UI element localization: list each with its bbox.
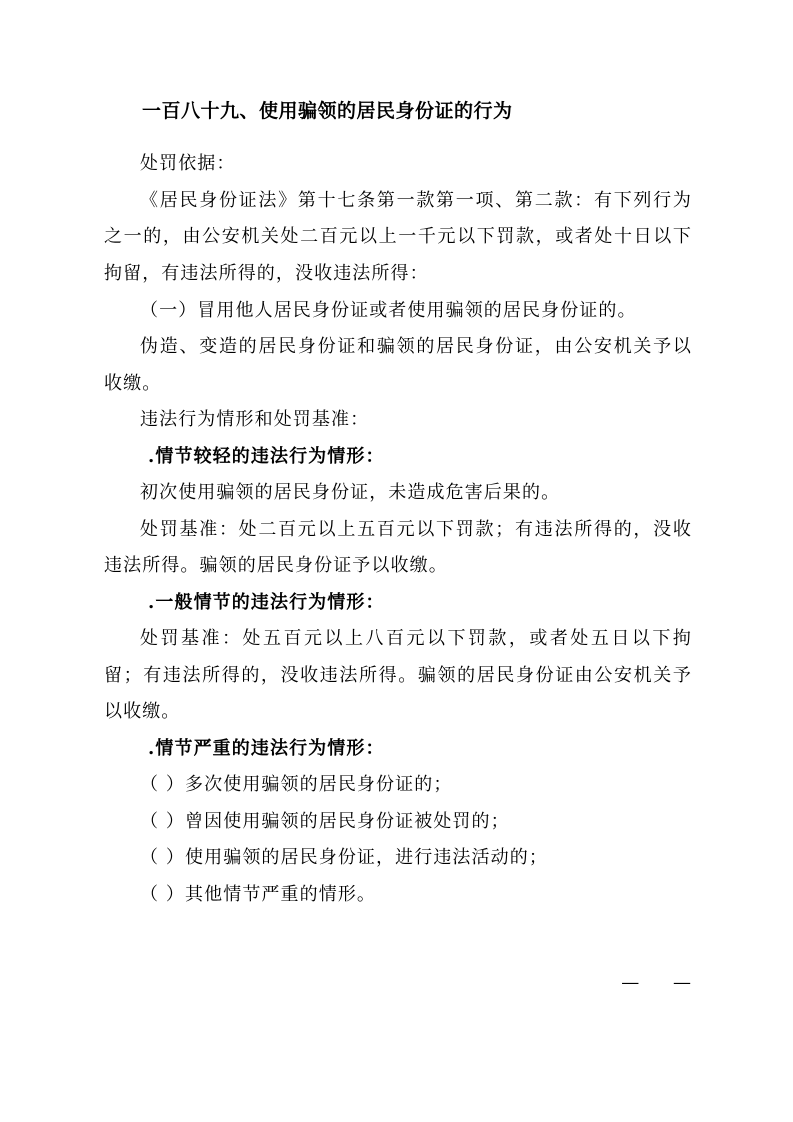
heading-general-circumstances: .一般情节的违法行为情形：: [148, 591, 385, 613]
heading-minor-circumstances: .情节较轻的违法行为情形：: [148, 445, 385, 467]
paragraph-serious-item-1: （ ）多次使用骗领的居民身份证的；: [140, 774, 453, 796]
paragraph-minor-description: 初次使用骗领的居民身份证，未造成危害后果的。: [140, 482, 561, 504]
paragraph-confiscation-rule: 伪造、变造的居民身份证和骗领的居民身份证，由公安机关予以收缴。: [104, 336, 692, 394]
paragraph-violation-standards-label: 违法行为情形和处罚基准：: [140, 409, 370, 431]
heading-serious-circumstances: .情节严重的违法行为情形：: [148, 737, 385, 759]
paragraph-penalty-basis-label: 处罚依据：: [140, 153, 236, 175]
footer-dash-right: —: [673, 972, 692, 993]
footer-page-marks: [104, 972, 692, 993]
paragraph-general-penalty: 处罚基准：处五百元以上八百元以下罚款，或者处五日以下拘留；有违法所得的，没收违法所得。骗领的居民身份证由公安机关予以收缴。: [104, 628, 692, 723]
paragraph-item-one: （一）冒用他人居民身份证或者使用骗领的居民身份证的。: [140, 299, 637, 321]
page-title: 一百八十九、使用骗领的居民身份证的行为: [142, 100, 513, 122]
paragraph-law-citation: 《居民身份证法》第十七条第一款第一项、第二款：有下列行为之一的，由公安机关处二百元以上一千元以下罚款，或者处十日以下拘留，有违法所得的，没收违法所得：: [104, 189, 692, 284]
document-body: [104, 96, 692, 914]
paragraph-serious-item-2: （ ）曾因使用骗领的居民身份证被处罚的；: [140, 810, 510, 832]
footer-dash-left: —: [621, 972, 641, 993]
paragraph-minor-penalty: 处罚基准：处二百元以上五百元以下罚款；有违法所得的，没收违法所得。骗领的居民身份证予以收缴。: [104, 518, 692, 577]
paragraph-serious-item-3: （ ）使用骗领的居民身份证，进行违法活动的；: [140, 847, 548, 869]
paragraph-serious-item-4: （ ）其他情节严重的情形。: [140, 884, 377, 906]
